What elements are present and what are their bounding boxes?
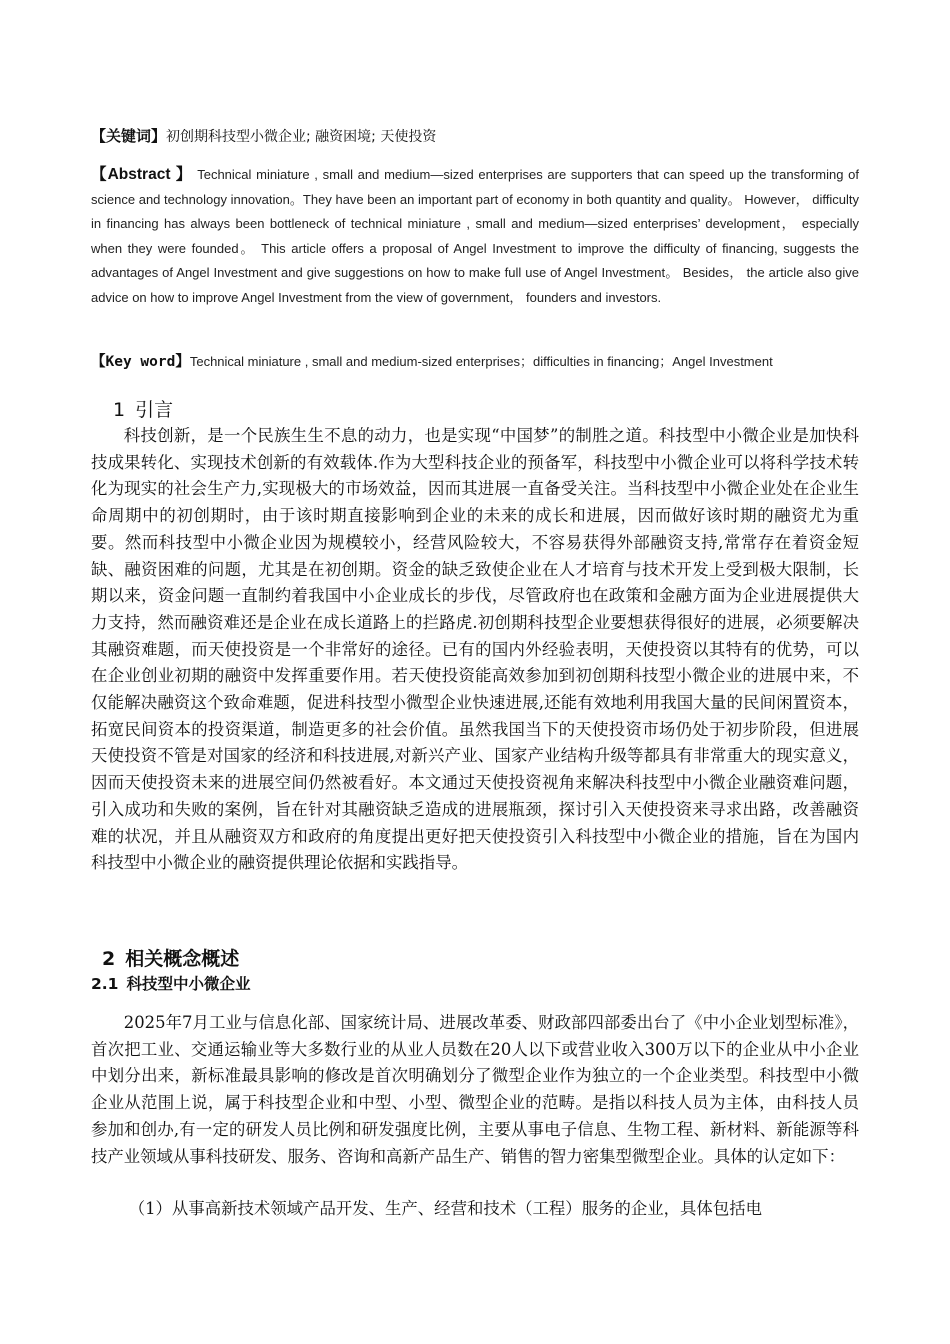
section-2-1-heading [91,972,250,996]
section-2-1-title: 科技型中小微企业 [126,975,251,993]
chinese-keywords-label: 【关键词】 [91,127,167,145]
section-2-heading [102,946,239,972]
section-2-1-item-1: （1）从事高新技术领域产品开发、生产、经营和技术（工程）服务的企业，具体包括电 [128,1199,762,1218]
section-2-title: 相关概念概述 [125,948,240,970]
section-1-title: 引言 [135,399,174,421]
english-keywords [91,350,891,374]
section-2-1-paragraph: 2025年7月工业与信息化部、国家统计局、进展改革委、财政部四部委出台了《中小企业划型标准》，首次把工业、交通运输业等大多数行业的从业人员数在20人以下或营业收入300万以下的企业从中小企业中划分出来，新标准最具影响的修改是首次明确划分了微型企业作为独立的一个企业类型。科技型中小微企业从范围上说，属于科技型企业和中型、小型、微型企业的范畴。是指以科技人员为主体，由科技人员参加和创办,有一定的研发人员比例和研发强度比例，主要从事电子信息、生物工程、新材料、新能源等科技产业领域从事科技研发、服务、咨询和高新产品生产、销售的智力密集型微型企业。具体的认定如下： [91,1013,859,1166]
section-2-1-number: 2.1 [91,975,119,993]
section-1-number: 1 [113,399,126,421]
section-2-number: 2 [102,948,116,970]
chinese-keywords [91,124,861,149]
english-abstract [91,163,859,311]
chinese-keywords-text: 初创期科技型小微企业; 融资困境; 天使投资 [166,129,437,145]
abstract-label: 【Abstract 】 [91,166,193,183]
english-keywords-label: 【Key word】 [91,354,190,370]
section-1-paragraph: 科技创新，是一个民族生生不息的动力，也是实现“中国梦”的制胜之道。科技型中小微企业是加快科技成果转化、实现技术创新的有效载体.作为大型科技企业的预备军，科技型中小微企业可以将科学技术转化为现实的社会生产力,实现极大的市场效益，因而其进展一直备受关注。当科技型中小微企业处在企业生命周期中的初创期时，由于该时期直接影响到企业的未来的成长和进展，因而做好该时期的融资尤为重要。然而科技型中小微企业因为规模较小，经营风险较大，不容易获得外部融资支持,常常存在着资金短缺、融资困难的问题，尤其是在初创期。资金的缺乏致使企业在人才培育与技术开发上受到极大限制，长期以来，资金问题一直制约着我国中小企业成长的步伐，尽管政府也在政策和金融方面为企业进展提供大力支持，然而融资难还是企业在成长道路上的拦路虎.初创期科技型企业要想获得很好的进展，必须要解决其融资难题，而天使投资是一个非常好的途径。已有的国内外经验表明，天使投资以其特有的优势，可以在企业创业初期的融资中发挥重要作用。若天使投资能高效参加到初创期科技型小微企业的进展中来，不仅能解决融资这个致命难题，促进科技型小微型企业快速进展,还能有效地利用我国大量的民间闲置资本，拓宽民间资本的投资渠道，制造更多的社会价值。虽然我国当下的天使投资市场仍处于初步阶段，但进展天使投资不管是对国家的经济和科技进展,对新兴产业、国家产业结构升级等都具有非常重大的现实意义，因而天使投资未来的进展空间仍然被看好。本文通过天使投资视角来解决科技型中小微企业融资难问题，引入成功和失败的案例，旨在针对其融资缺乏造成的进展瓶颈，探讨引入天使投资来寻求出路，改善融资难的状况，并且从融资双方和政府的角度提出更好把天使投资引入科技型中小微企业的措施，旨在为国内科技型中小微企业的融资提供理论依据和实践指导。 [91,426,859,873]
section-1-heading [113,397,173,423]
english-keywords-text: Technical miniature , small and medium-sized enterprises；difficulties in financing；Angel Investment [189,354,773,369]
abstract-text: Technical miniature , small and medium—sized enterprises are supporters that can speed up the transforming of science and technology innovation。They have been an important part of economy in both quantity and quality。 However， difficulty in financing has always been bottleneck of technical miniature , small and medium—sized enterprises’ development， especially when they were founded。 This article offers a proposal of Angel Investment to improve the difficulty of financing, suggests the advantages of Angel Investment and give suggestions on how to make full use of Angel Investment。 Besides， the article also give advice on how to improve Angel Investment from the view of government， founders and investors. [91,167,860,305]
